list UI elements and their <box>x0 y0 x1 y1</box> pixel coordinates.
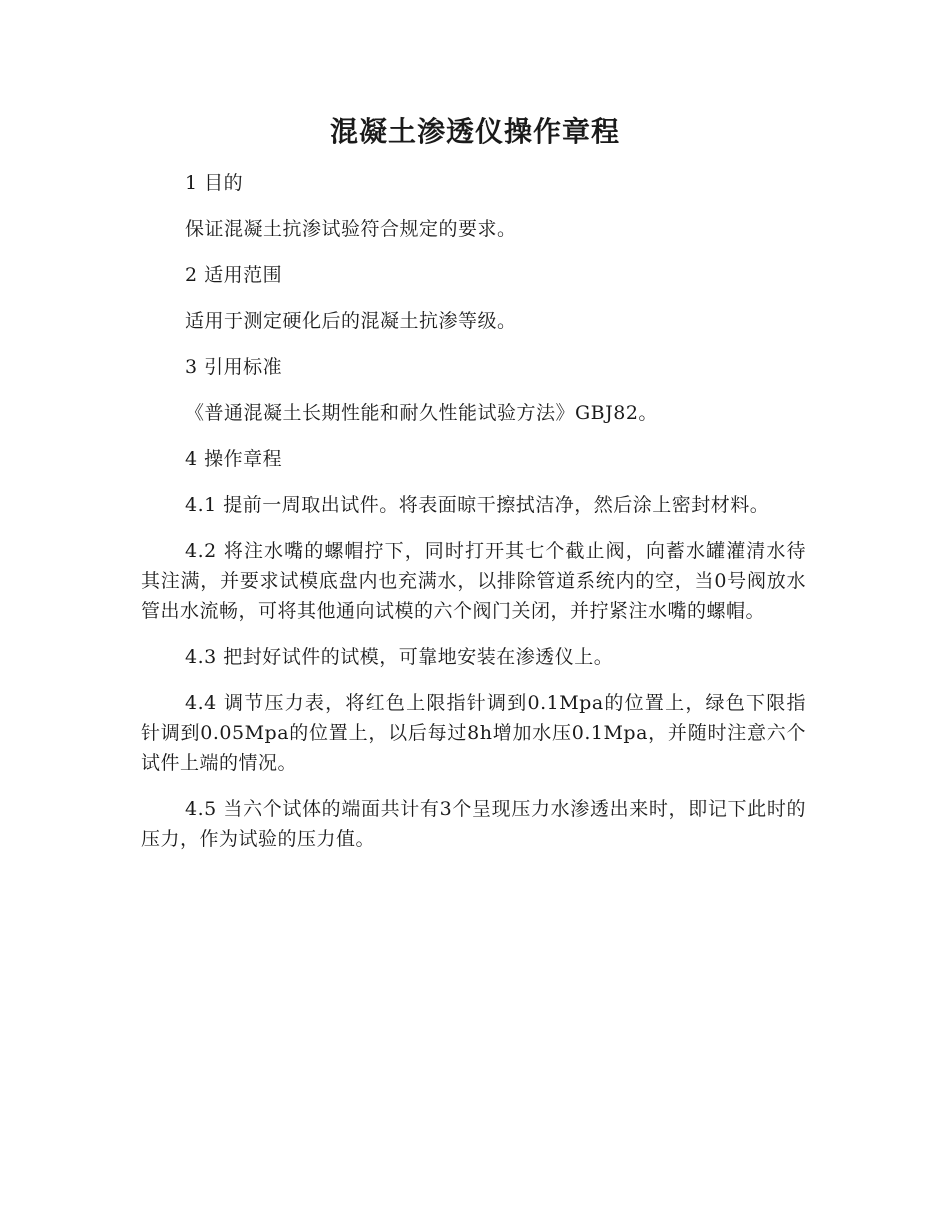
paragraph-step-4-1: 4.1 提前一周取出试件。将表面晾干擦拭洁净，然后涂上密封材料。 <box>185 494 770 516</box>
paragraph-scope: 适用于测定硬化后的混凝土抗渗等级。 <box>185 310 517 332</box>
paragraph-step-4-5: 4.5 当六个试体的端面共计有3个呈现压力水渗透出来时，即记下此时的压力，作为试验的压力值。 <box>141 798 806 850</box>
section-heading-purpose: 1 目的 <box>185 172 244 194</box>
paragraph-step-4-3: 4.3 把封好试件的试模，可靠地安装在渗透仪上。 <box>185 646 614 668</box>
paragraph-step-4-2: 4.2 将注水嘴的螺帽拧下，同时打开其七个截止阀，向蓄水罐灌清水待其注满，并要求试模底盘内也充满水，以排除管道系统内的空，当0号阀放水管出水流畅，可将其他通向试模的六个阀门关闭，并拧紧注水嘴的螺帽。 <box>141 540 806 622</box>
document-body <box>141 168 806 870</box>
section-heading-procedure: 4 操作章程 <box>185 448 283 470</box>
paragraph-step-4-4: 4.4 调节压力表，将红色上限指针调到0.1Mpa的位置上，绿色下限指针调到0.05Mpa的位置上，以后每过8h增加水压0.1Mpa，并随时注意六个试件上端的情况。 <box>141 692 806 774</box>
section-heading-references: 3 引用标准 <box>185 356 283 378</box>
section-heading-scope: 2 适用范围 <box>185 264 283 286</box>
paragraph-purpose: 保证混凝土抗渗试验符合规定的要求。 <box>185 218 517 240</box>
paragraph-references: 《普通混凝土长期性能和耐久性能试验方法》GBJ82。 <box>185 402 658 424</box>
document-title: 混凝土渗透仪操作章程 <box>329 115 620 148</box>
